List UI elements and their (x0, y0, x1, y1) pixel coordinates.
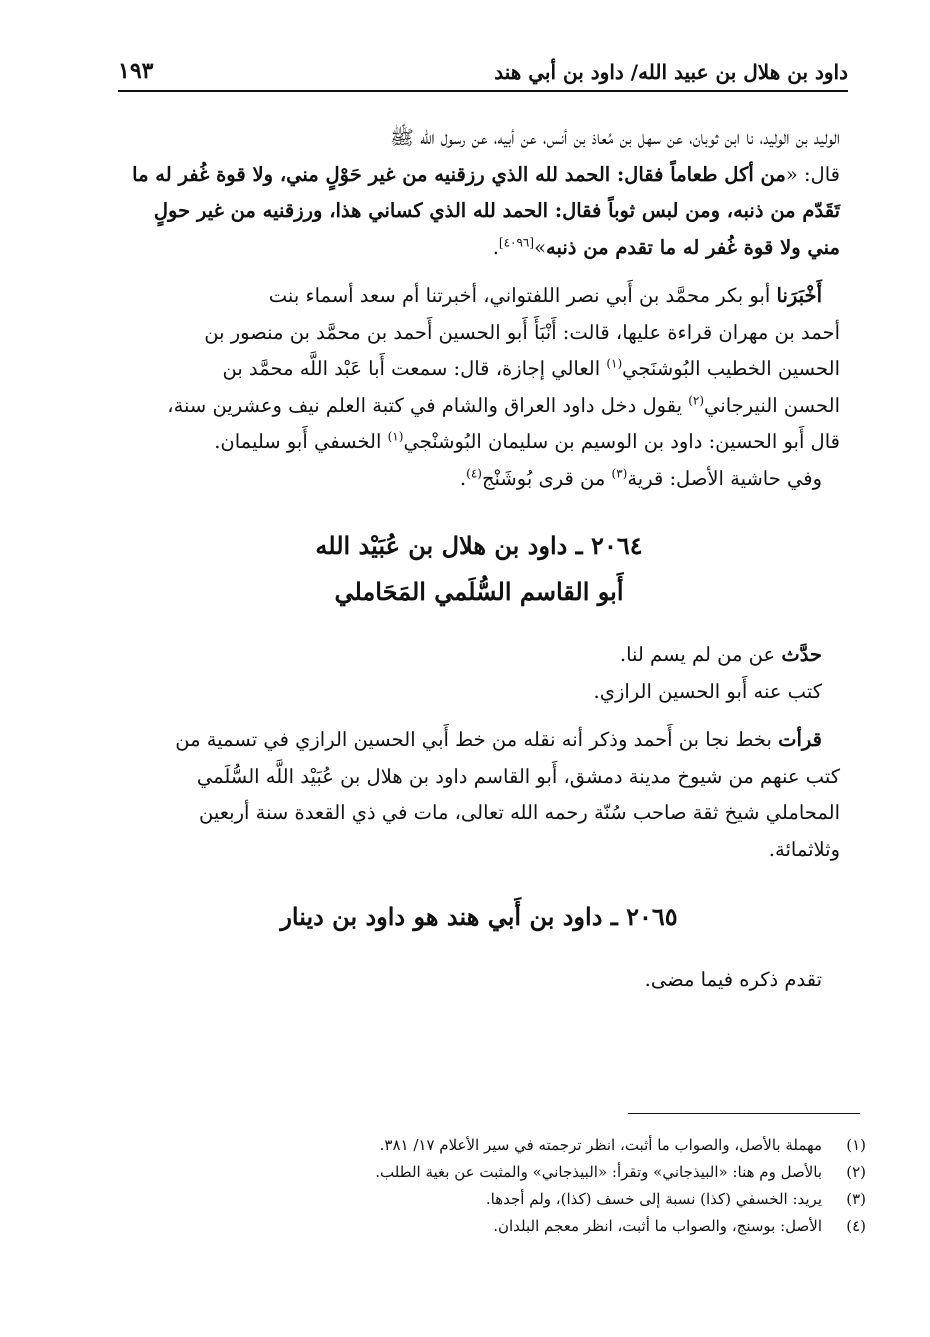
paragraph-hadith (118, 120, 840, 266)
text-span: الحسن النيرجاني (704, 393, 840, 417)
footnote-number: (٢) (846, 1163, 866, 1181)
footnote-text: بالأصل وم هنا: «البيذجاني» وتقرأ: «البيذجاني» والمثبت عن بغية الطلب. (375, 1163, 822, 1181)
footnote (150, 1132, 866, 1159)
text-line (118, 157, 840, 194)
header-rule (118, 90, 848, 92)
entry-title: ٢٠٦٥ ـ داود بن أَبي هند هو داود بن دينار (280, 902, 678, 931)
footnote-text: الأصل: بوسنج، والصواب ما أثبت، انظر معجم البلدان. (493, 1217, 822, 1235)
footnote-marker[interactable]: (١) (387, 429, 404, 444)
text-line (118, 193, 840, 230)
text-span: تقدم ذكره فيما مضى. (644, 968, 822, 991)
spacer (118, 710, 840, 722)
running-title: داود بن هلال بن عبيد الله/ داود بن أبي هند (494, 60, 848, 84)
main-text (118, 120, 840, 999)
text-span: الوليد بن الوليد، نا ابن ثوبان، عن سهل بن مُعاذ بن أنس، عن أبيه، عن رسول الله ﷺ (390, 126, 840, 149)
hadith-reference: [٤٠٩٦] (498, 235, 535, 249)
footnote-number: (١) (846, 1136, 866, 1154)
text-span: الخسفي أَبو سليمان. (214, 430, 388, 453)
footnote-marker[interactable]: (٢) (688, 393, 705, 407)
text-line (118, 315, 840, 352)
lead-word: قرأت (778, 728, 822, 751)
hadith-text: من أكل طعاماً فقال: الحمد لله الذي رزقنيه من غير حَوْلٍ مني، ولا قوة غُفر له ما (132, 162, 786, 186)
text-span: بخط نجا بن أَحمد وذكر أنه نقله من خط أَبي الحسين الرازي في تسمية من (175, 728, 779, 751)
lead-word: أَخْبَرَنا (776, 284, 822, 307)
text-span: كتب عنهم من شيوخ مدينة دمشق، أَبو القاسم داود بن هلال بن عُبَيْد اللَّه السُّلَمي (196, 764, 840, 788)
footnote-marker[interactable]: (١) (606, 356, 623, 371)
text-span: من قرى بُوشَنْج (481, 466, 612, 490)
footnote-marker[interactable]: (٣) (611, 466, 628, 480)
text-line (118, 351, 840, 388)
hadith-text: مني ولا قوة غُفر له ما تقدم من ذنبه (546, 235, 840, 259)
spacer (118, 266, 840, 278)
text-line (118, 795, 840, 832)
text-span: يقول دخل داود العراق والشام في كتبة العلم نيف وعشرين سنة، (167, 393, 689, 417)
text-span: كتب عنه أَبو الحسين الرازي. (593, 679, 822, 703)
paragraph-isnad (118, 278, 840, 497)
text-line (118, 230, 840, 267)
text-span: . (492, 235, 499, 259)
hadith-text: تَقَدّم من ذنبه، ومن لبس ثوباً فقال: الحمد لله الذي كساني هذا، ورزقنيه من غير حولٍ (153, 199, 840, 222)
entry-subtitle: أَبو القاسم السُّلَمي المَحَاملي (334, 577, 624, 606)
footnote-rule (628, 1113, 860, 1114)
lead-word: حدَّث (781, 643, 822, 666)
text-span: أبو بكر محمَّد بن أَبي نصر اللفتواني، أخبرتنا أم سعد أسماء بنت (268, 284, 777, 307)
entry-heading-2064 (118, 523, 840, 615)
footnote-number: (٣) (846, 1190, 866, 1208)
text-span: أحمد بن مهران قراءة عليها، قالت: أَنْبَأَ أَبو الحسين أَحمد بن محمَّد بن منصور بن (204, 320, 840, 344)
text-span: الحسين الخطيب البُوشنَجي (622, 357, 840, 380)
footnote (150, 1213, 866, 1240)
text-line (118, 461, 840, 498)
paragraph-entry (118, 962, 840, 999)
footnote-number: (٤) (846, 1217, 866, 1235)
footnote (150, 1186, 866, 1213)
text-line (118, 388, 840, 425)
text-line (118, 120, 840, 157)
text-line (118, 759, 840, 796)
page-number: ١٩٣ (118, 58, 154, 84)
footnote (150, 1159, 866, 1186)
entry-title: ٢٠٦٤ ـ داود بن هلال بن عُبَيْد الله (315, 531, 643, 560)
text-span: عن من لم يسم لنا. (619, 643, 782, 666)
page-header (118, 52, 848, 92)
text-span: قال: « (785, 162, 840, 186)
footnote-marker[interactable]: (٤) (466, 466, 482, 480)
text-span: . (459, 466, 467, 490)
text-span: قال أَبو الحسين: داود بن الوسيم بن سليمان البُوشنْجي (403, 430, 840, 453)
paragraph-reading (118, 722, 840, 868)
text-line (118, 424, 840, 461)
paragraph-entry (118, 637, 840, 710)
footnote-text: يريد: الخسفي (كذا) نسبة إلى خسف (كذا)، ولم أجدها. (485, 1190, 822, 1208)
footnotes (150, 1132, 866, 1240)
text-line (118, 962, 840, 999)
text-span: المحاملي شيخ ثقة صاحب سُنّة رحمه الله تعالى، مات في ذي القعدة سنة أربعين (199, 801, 840, 824)
text-span: وثلاثمائة. (768, 837, 840, 861)
text-line (118, 637, 840, 674)
footnote-text: مهملة بالأصل، والصواب ما أثبت، انظر ترجمته في سير الأعلام ١٧/ ٣٨١. (379, 1136, 822, 1154)
text-line (118, 278, 840, 315)
text-span: وفي حاشية الأصل: قرية (627, 466, 822, 490)
text-line (118, 674, 840, 711)
text-line (118, 832, 840, 869)
text-span: العالي إجازة، قال: سمعت أَبا عَبْد اللَّه محمَّد بن (222, 357, 607, 380)
text-line (118, 722, 840, 759)
entry-heading-2065 (118, 894, 840, 940)
text-span: » (534, 235, 546, 259)
